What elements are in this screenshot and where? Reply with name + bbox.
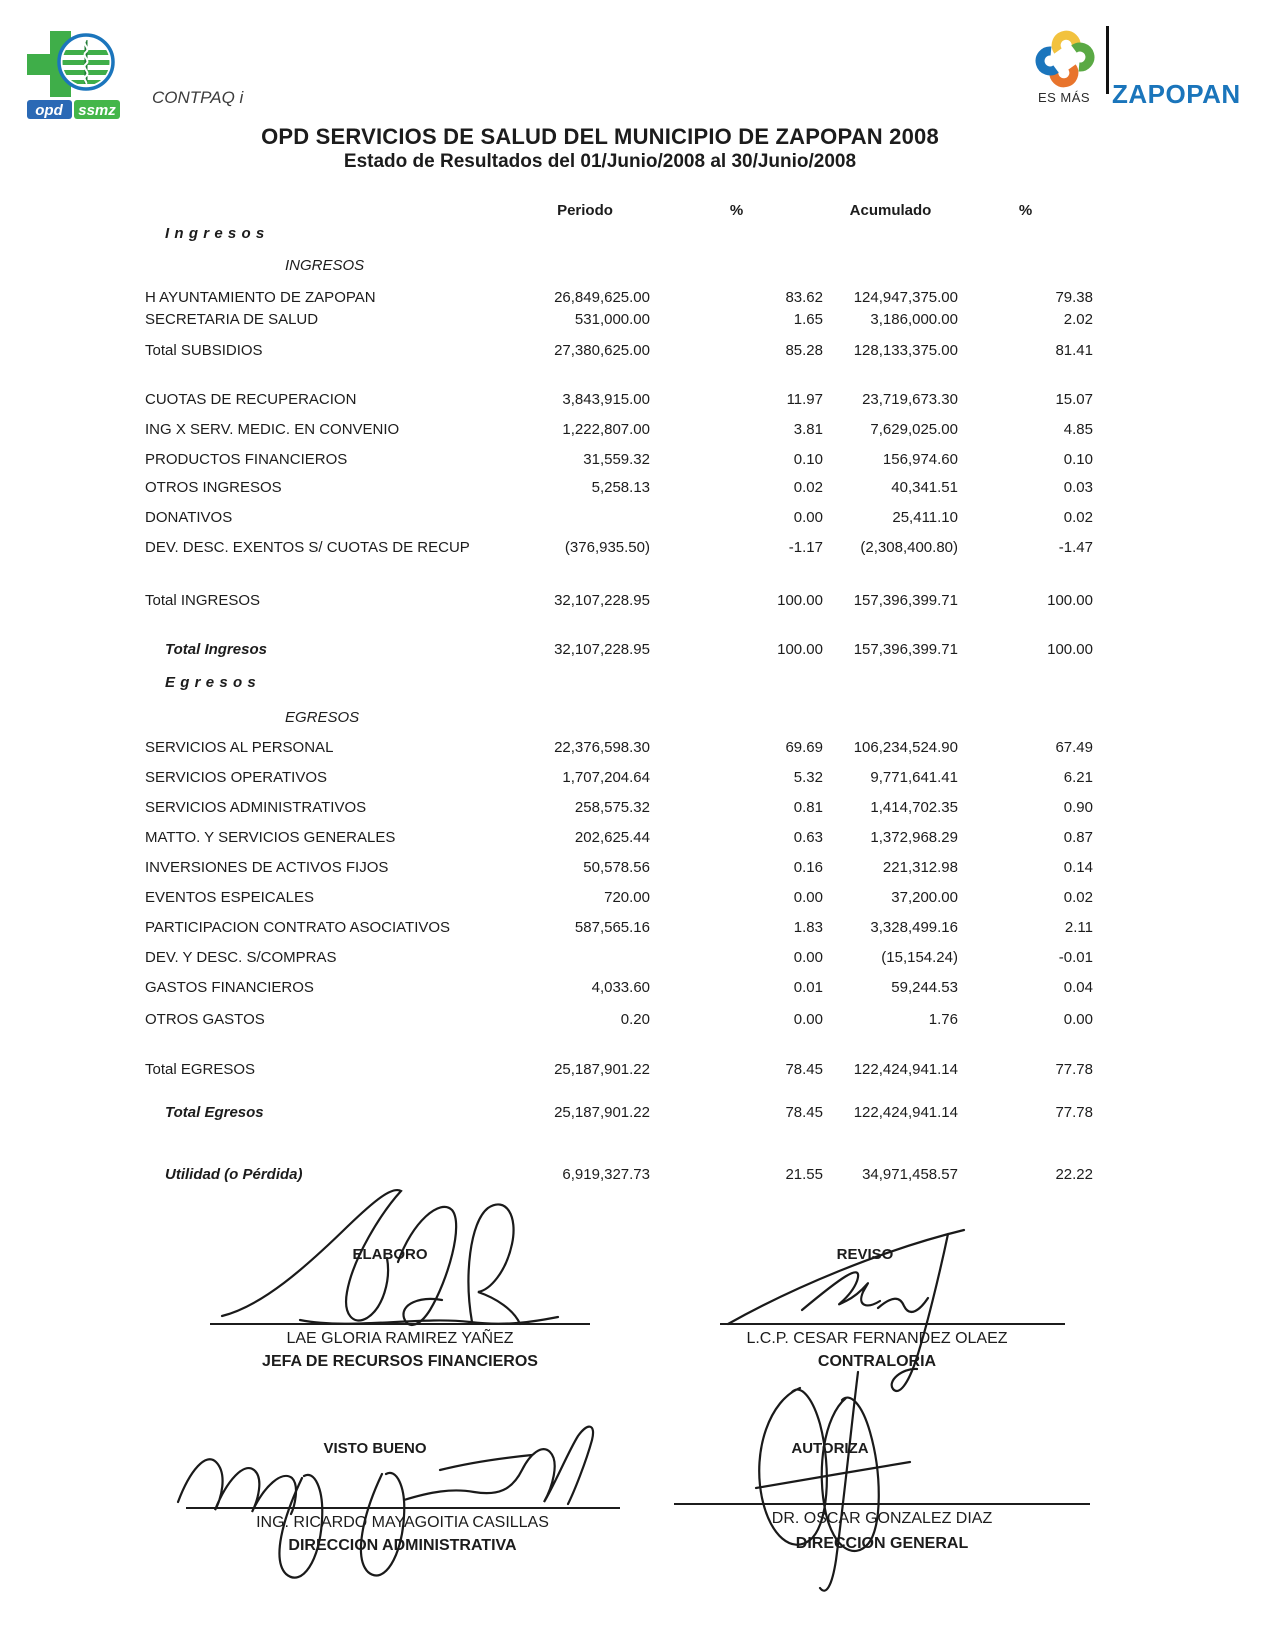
row-pct-periodo: 78.45 xyxy=(785,1104,823,1121)
row-periodo: 50,578.56 xyxy=(583,859,650,876)
table-row xyxy=(145,477,1093,499)
autoriza-title: DIRECCION GENERAL xyxy=(795,1535,969,1552)
col-pct-periodo: % xyxy=(729,202,744,219)
row-acumulado: 37,200.00 xyxy=(891,889,958,906)
row-periodo xyxy=(520,255,650,277)
row-pct-periodo: 0.10 xyxy=(793,451,823,468)
row-pct-periodo: 0.00 xyxy=(793,889,823,906)
row-pct-periodo: 11.97 xyxy=(786,391,823,408)
row-label: SERVICIOS ADMINISTRATIVOS xyxy=(145,799,367,816)
table-row xyxy=(145,1102,1093,1124)
row-acumulado: 221,312.98 xyxy=(882,859,958,876)
zapopan-wordmark: ZAPOPAN xyxy=(1112,79,1241,109)
row-acumulado: 25,411.10 xyxy=(892,509,958,526)
table-row xyxy=(145,767,1093,789)
table-row xyxy=(145,449,1093,471)
row-label: DEV. DESC. EXENTOS S/ CUOTAS DE RECUP xyxy=(145,539,470,556)
table-row xyxy=(145,1059,1093,1081)
table-body xyxy=(145,223,1093,1186)
row-periodo: 1,707,204.64 xyxy=(562,769,650,786)
opd-ssmz-logo xyxy=(25,14,122,120)
row-periodo: 25,187,901.22 xyxy=(554,1061,650,1078)
row-pct-periodo: 3.81 xyxy=(793,421,823,438)
row-pct-acumulado: 0.00 xyxy=(1063,1011,1093,1028)
row-acumulado: 3,186,000.00 xyxy=(870,311,958,328)
autoriza-signature xyxy=(756,1372,910,1591)
elaboro-line xyxy=(210,1323,590,1325)
title-block xyxy=(170,124,1030,173)
row-acumulado xyxy=(823,255,958,277)
row-pct-periodo xyxy=(650,672,823,694)
row-pct-acumulado: 67.49 xyxy=(1055,739,1093,756)
row-periodo: 1,222,807.00 xyxy=(562,421,650,438)
row-pct-acumulado: 0.90 xyxy=(1063,799,1093,816)
row-pct-periodo: 69.69 xyxy=(785,739,823,756)
row-pct-periodo: 0.00 xyxy=(793,509,823,526)
row-periodo: 27,380,625.00 xyxy=(554,342,650,359)
row-pct-periodo xyxy=(650,707,823,729)
row-periodo: 25,187,901.22 xyxy=(554,1104,650,1121)
row-periodo: 3,843,915.00 xyxy=(562,391,650,408)
ssmz-badge-text: ssmz xyxy=(78,102,116,119)
row-pct-acumulado: 4.85 xyxy=(1063,421,1093,438)
table-row xyxy=(145,1009,1093,1031)
row-acumulado: 157,396,399.71 xyxy=(853,641,958,658)
row-label: Total SUBSIDIOS xyxy=(145,342,263,359)
col-pct-acumulado: % xyxy=(1018,202,1033,219)
row-acumulado: (2,308,400.80) xyxy=(860,539,958,556)
row-periodo xyxy=(520,707,650,729)
row-pct-acumulado: 0.87 xyxy=(1063,829,1093,846)
page-title: OPD SERVICIOS DE SALUD DEL MUNICIPIO DE ZAPOPAN 2008 xyxy=(261,124,939,149)
table-row xyxy=(145,590,1093,612)
row-periodo: 22,376,598.30 xyxy=(554,739,650,756)
opd-badge-text: opd xyxy=(35,102,63,119)
row-pct-acumulado: 100.00 xyxy=(1047,641,1093,658)
row-periodo: 258,575.32 xyxy=(574,799,650,816)
row-label: PARTICIPACION CONTRATO ASOCIATIVOS xyxy=(145,919,451,936)
row-periodo: 32,107,228.95 xyxy=(554,592,650,609)
table-row xyxy=(145,389,1093,411)
row-acumulado: 7,629,025.00 xyxy=(870,421,958,438)
results-table xyxy=(145,200,1093,1186)
row-acumulado: 1.76 xyxy=(928,1011,958,1028)
autoriza-name: DR. OSCAR GONZALEZ DIAZ xyxy=(771,1510,993,1527)
contpaq-label: CONTPAQ i xyxy=(152,88,244,107)
row-pct-periodo: 83.62 xyxy=(785,289,823,306)
row-label: ING X SERV. MEDIC. EN CONVENIO xyxy=(145,421,400,438)
table-row xyxy=(145,639,1093,661)
page-subtitle: Estado de Resultados del 01/Junio/2008 al 30/Junio/2008 xyxy=(343,151,857,172)
row-label: Total INGRESOS xyxy=(145,592,261,609)
table-row xyxy=(145,707,1093,729)
row-pct-acumulado: 77.78 xyxy=(1055,1061,1093,1078)
row-pct-acumulado xyxy=(958,223,1093,245)
table-row xyxy=(145,287,1093,309)
row-label: Ingresos xyxy=(165,225,270,242)
row-pct-acumulado xyxy=(958,707,1093,729)
row-acumulado: 9,771,641.41 xyxy=(870,769,958,786)
table-row xyxy=(145,857,1093,879)
row-label: GASTOS FINANCIEROS xyxy=(145,979,314,996)
row-acumulado: 156,974.60 xyxy=(882,451,958,468)
table-header-row xyxy=(145,200,1093,222)
row-label: DONATIVOS xyxy=(145,509,233,526)
row-acumulado: 157,396,399.71 xyxy=(853,592,958,609)
row-pct-acumulado: 22.22 xyxy=(1055,1166,1093,1183)
row-acumulado: 1,372,968.29 xyxy=(870,829,958,846)
table-row xyxy=(145,255,1093,277)
row-periodo: 31,559.32 xyxy=(583,451,650,468)
row-acumulado xyxy=(823,223,958,245)
row-periodo: 720.00 xyxy=(604,889,650,906)
row-pct-acumulado: 0.14 xyxy=(1063,859,1093,876)
row-pct-acumulado: 15.07 xyxy=(1055,391,1093,408)
table-row xyxy=(145,827,1093,849)
row-label: Utilidad (o Pérdida) xyxy=(165,1166,303,1183)
row-pct-periodo: 100.00 xyxy=(777,592,823,609)
row-label: EVENTOS ESPEICALES xyxy=(145,889,314,906)
row-acumulado: 122,424,941.14 xyxy=(853,1104,958,1121)
caduceus-icon xyxy=(59,35,113,89)
row-pct-acumulado: 0.03 xyxy=(1063,479,1093,496)
row-pct-periodo: 85.28 xyxy=(785,342,823,359)
row-acumulado xyxy=(823,672,958,694)
row-periodo xyxy=(520,947,650,969)
table-row xyxy=(145,507,1093,529)
row-periodo: 531,000.00 xyxy=(574,311,650,328)
row-pct-acumulado: 81.41 xyxy=(1055,342,1093,359)
row-pct-periodo: 21.55 xyxy=(785,1166,823,1183)
row-acumulado: 3,328,499.16 xyxy=(870,919,958,936)
row-pct-acumulado: 0.02 xyxy=(1063,889,1093,906)
row-pct-acumulado: -0.01 xyxy=(1058,949,1093,966)
logo-divider xyxy=(1106,26,1109,94)
row-label: EGRESOS xyxy=(285,709,360,726)
visto-bueno-title: DIRECCION ADMINISTRATIVA xyxy=(288,1537,517,1554)
col-acumulado: Acumulado xyxy=(849,202,932,219)
row-pct-acumulado: 2.11 xyxy=(1064,919,1093,936)
row-acumulado: 124,947,375.00 xyxy=(853,289,958,306)
row-pct-acumulado: 0.02 xyxy=(1063,509,1093,526)
es-mas-label: ES MÁS xyxy=(1037,90,1091,105)
reviso-line xyxy=(720,1323,1065,1325)
row-label: INVERSIONES DE ACTIVOS FIJOS xyxy=(145,859,389,876)
table-row xyxy=(145,977,1093,999)
row-label: SERVICIOS AL PERSONAL xyxy=(145,739,334,756)
table-row xyxy=(145,737,1093,759)
row-label: Egresos xyxy=(165,674,261,691)
row-periodo xyxy=(520,672,650,694)
row-pct-acumulado: 79.38 xyxy=(1055,289,1093,306)
row-acumulado: 122,424,941.14 xyxy=(853,1061,958,1078)
table-row xyxy=(145,419,1093,441)
row-pct-periodo: -1.17 xyxy=(788,539,823,556)
row-pct-periodo: 0.02 xyxy=(793,479,823,496)
visto-bueno-line xyxy=(186,1507,620,1509)
row-acumulado: 1,414,702.35 xyxy=(870,799,958,816)
row-label: H AYUNTAMIENTO DE ZAPOPAN xyxy=(145,289,376,306)
col-concept xyxy=(145,200,520,222)
row-periodo: 5,258.13 xyxy=(591,479,650,496)
row-label: DEV. Y DESC. S/COMPRAS xyxy=(145,949,337,966)
es-mas-icon xyxy=(1035,30,1095,88)
table-row xyxy=(145,917,1093,939)
row-label: PRODUCTOS FINANCIEROS xyxy=(145,451,348,468)
reviso-name: L.C.P. CESAR FERNANDEZ OLAEZ xyxy=(746,1330,1008,1347)
row-acumulado: 34,971,458.57 xyxy=(862,1166,958,1183)
row-label: Total Ingresos xyxy=(165,641,267,658)
table-row xyxy=(145,340,1093,362)
table-row xyxy=(145,947,1093,969)
table-row xyxy=(145,223,1093,245)
row-pct-acumulado: 0.04 xyxy=(1063,979,1093,996)
row-pct-periodo: 0.01 xyxy=(793,979,823,996)
row-label: INGRESOS xyxy=(285,257,365,274)
row-pct-periodo: 5.32 xyxy=(793,769,823,786)
row-acumulado: 40,341.51 xyxy=(891,479,958,496)
row-acumulado: 128,133,375.00 xyxy=(853,342,958,359)
col-periodo: Periodo xyxy=(557,202,613,219)
reviso-title: CONTRALORIA xyxy=(817,1353,937,1370)
visto-bueno-label: VISTO BUENO xyxy=(323,1440,427,1457)
row-pct-acumulado: 2.02 xyxy=(1063,311,1093,328)
row-pct-periodo: 1.83 xyxy=(793,919,823,936)
row-periodo xyxy=(520,507,650,529)
table-row xyxy=(145,797,1093,819)
row-pct-periodo: 100.00 xyxy=(777,641,823,658)
row-periodo: (376,935.50) xyxy=(564,539,650,556)
reviso-label: REVISO xyxy=(836,1246,894,1263)
row-label: CUOTAS DE RECUPERACION xyxy=(145,391,357,408)
row-pct-acumulado: 77.78 xyxy=(1055,1104,1093,1121)
visto-bueno-name: ING. RICARDO MAYAGOITIA CASILLAS xyxy=(256,1514,549,1531)
row-periodo: 4,033.60 xyxy=(591,979,650,996)
row-acumulado: 59,244.53 xyxy=(891,979,958,996)
row-periodo xyxy=(520,223,650,245)
table-row xyxy=(145,887,1093,909)
table-row xyxy=(145,1164,1093,1186)
row-pct-periodo: 0.81 xyxy=(793,799,823,816)
row-periodo: 587,565.16 xyxy=(574,919,650,936)
row-pct-periodo xyxy=(650,223,823,245)
row-acumulado xyxy=(823,707,958,729)
row-pct-periodo: 1.65 xyxy=(793,311,823,328)
row-pct-periodo: 0.00 xyxy=(793,1011,823,1028)
row-pct-acumulado: 0.10 xyxy=(1063,451,1093,468)
row-label: Total Egresos xyxy=(165,1104,264,1121)
row-acumulado: 106,234,524.90 xyxy=(853,739,958,756)
table-row xyxy=(145,672,1093,694)
row-periodo: 26,849,625.00 xyxy=(554,289,650,306)
row-pct-acumulado: -1.47 xyxy=(1058,539,1093,556)
row-label: SECRETARIA DE SALUD xyxy=(145,311,319,328)
autoriza-label: AUTORIZA xyxy=(791,1440,869,1457)
row-pct-periodo: 0.63 xyxy=(793,829,823,846)
row-pct-acumulado xyxy=(958,255,1093,277)
row-pct-acumulado: 6.21 xyxy=(1063,769,1093,786)
row-periodo: 0.20 xyxy=(620,1011,650,1028)
row-label: MATTO. Y SERVICIOS GENERALES xyxy=(145,829,396,846)
row-periodo: 32,107,228.95 xyxy=(554,641,650,658)
elaboro-name: LAE GLORIA RAMIREZ YAÑEZ xyxy=(286,1330,514,1347)
row-pct-acumulado xyxy=(958,672,1093,694)
row-acumulado: 23,719,673.30 xyxy=(862,391,958,408)
row-pct-acumulado: 100.00 xyxy=(1047,592,1093,609)
row-pct-periodo xyxy=(650,255,823,277)
row-label: Total EGRESOS xyxy=(145,1061,256,1078)
row-periodo: 6,919,327.73 xyxy=(562,1166,650,1183)
row-label: OTROS GASTOS xyxy=(145,1011,265,1028)
row-pct-periodo: 78.45 xyxy=(785,1061,823,1078)
row-periodo: 202,625.44 xyxy=(574,829,650,846)
row-pct-periodo: 0.00 xyxy=(793,949,823,966)
row-pct-periodo: 0.16 xyxy=(793,859,823,876)
row-acumulado: (15,154.24) xyxy=(881,949,958,966)
table-row xyxy=(145,309,1093,331)
table-row xyxy=(145,537,1093,559)
elaboro-title: JEFA DE RECURSOS FINANCIEROS xyxy=(262,1353,538,1370)
row-label: OTROS INGRESOS xyxy=(145,479,282,496)
elaboro-label: ELABORO xyxy=(352,1246,428,1263)
row-label: SERVICIOS OPERATIVOS xyxy=(145,769,327,786)
autoriza-line xyxy=(674,1503,1090,1505)
